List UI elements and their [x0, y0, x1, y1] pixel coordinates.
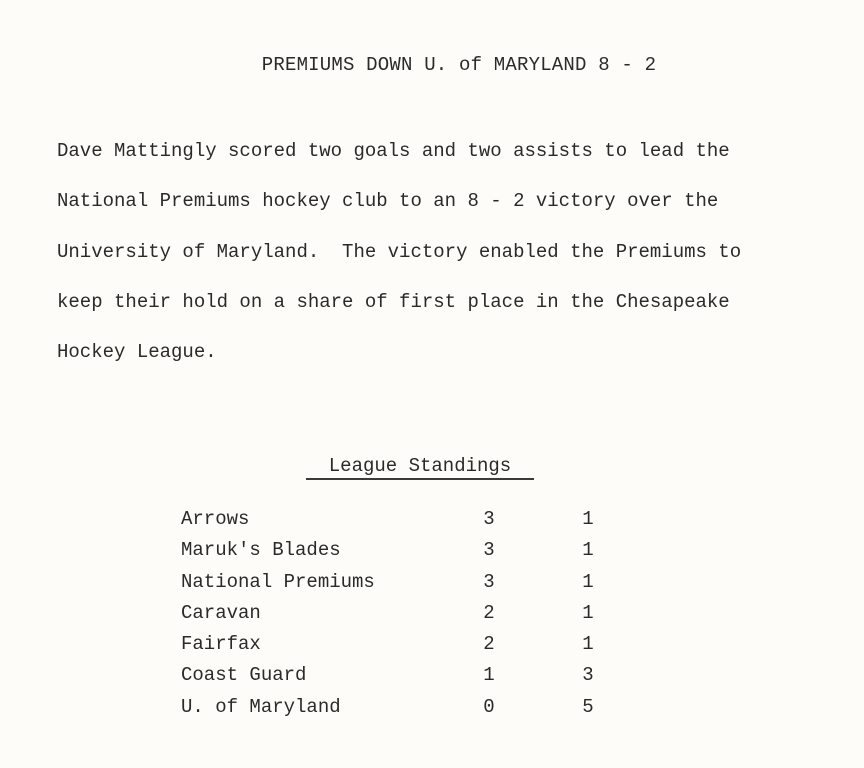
- standings-table: [181, 505, 621, 724]
- team-losses: 1: [582, 539, 594, 562]
- team-name: National Premiums: [181, 570, 375, 593]
- team-wins: 1: [483, 664, 495, 687]
- standings-row: [181, 568, 621, 599]
- team-wins: 3: [483, 539, 495, 562]
- team-name: Coast Guard: [181, 664, 307, 687]
- standings-row: [181, 599, 621, 630]
- standings-row: [181, 693, 621, 724]
- team-name: Caravan: [181, 601, 261, 624]
- body-line: keep their hold on a share of first place in the Chesapeake: [57, 290, 730, 313]
- standings-row: [181, 536, 621, 567]
- body-line: Hockey League.: [57, 341, 217, 364]
- team-name: U. of Maryland: [181, 695, 341, 718]
- team-losses: 3: [582, 664, 594, 687]
- headline: PREMIUMS DOWN U. of MARYLAND 8 - 2: [261, 54, 657, 76]
- team-losses: 1: [582, 633, 594, 656]
- team-wins: 2: [483, 633, 495, 656]
- body-line: Dave Mattingly scored two goals and two assists to lead the: [57, 140, 730, 162]
- team-name: Arrows: [181, 508, 250, 530]
- body-line: National Premiums hockey club to an 8 - 2 victory over the: [57, 190, 719, 213]
- standings-row: [181, 661, 621, 692]
- team-wins: 3: [483, 570, 495, 593]
- team-wins: 2: [483, 601, 495, 624]
- body-line: University of Maryland. The victory enabled the Premiums to: [57, 240, 742, 263]
- team-wins: 0: [483, 695, 495, 718]
- team-losses: 1: [582, 570, 594, 593]
- article-body: [57, 126, 847, 377]
- team-losses: 5: [582, 695, 594, 718]
- team-name: Maruk's Blades: [181, 539, 341, 562]
- team-losses: 1: [582, 508, 594, 530]
- team-wins: 3: [483, 508, 495, 530]
- standings-row: [181, 630, 621, 661]
- standings-title: League Standings: [306, 455, 534, 480]
- team-losses: 1: [582, 601, 594, 624]
- standings-row: [181, 505, 621, 536]
- team-name: Fairfax: [181, 633, 261, 656]
